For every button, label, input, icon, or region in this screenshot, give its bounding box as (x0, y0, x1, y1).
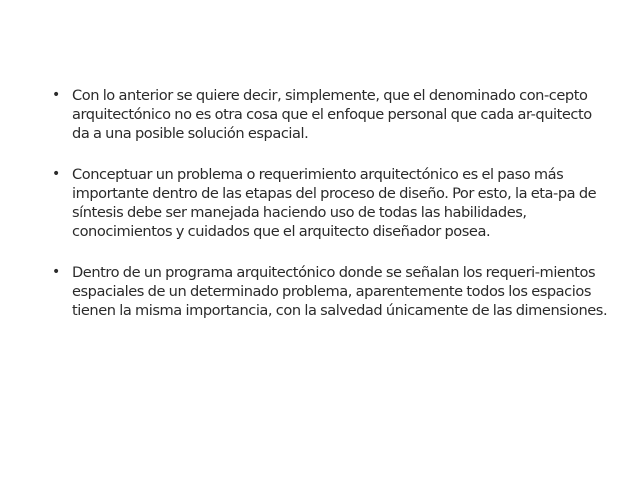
bullet-item (52, 86, 612, 143)
bullet-item (52, 263, 612, 320)
bullet-list (52, 86, 612, 342)
bullet-marker: • (52, 264, 60, 280)
bullet-marker: • (52, 166, 60, 182)
bullet-text: Conceptuar un problema o requerimiento arquitectónico es el paso más importante dentro de las etapas del proceso de diseño. Por esto, la eta-pa de síntesis debe ser manejada haciendo uso de todas las habilidades, conocimientos y cuidados que el arquitecto diseñador posea. (72, 166, 597, 240)
bullet-text: Con lo anterior se quiere decir, simplemente, que el denominado con-cepto arquitectónico no es otra cosa que el enfoque personal que cada ar-quitecto da a una posible solución espacial. (72, 87, 592, 142)
bullet-marker: • (52, 87, 60, 103)
bullet-text: Dentro de un programa arquitectónico donde se señalan los requeri-mientos espaciales de un determinado problema, aparentemente todos los espacios tienen la misma importancia, con la salvedad únicamente de las dimensiones. (72, 264, 608, 319)
bullet-item (52, 165, 612, 241)
